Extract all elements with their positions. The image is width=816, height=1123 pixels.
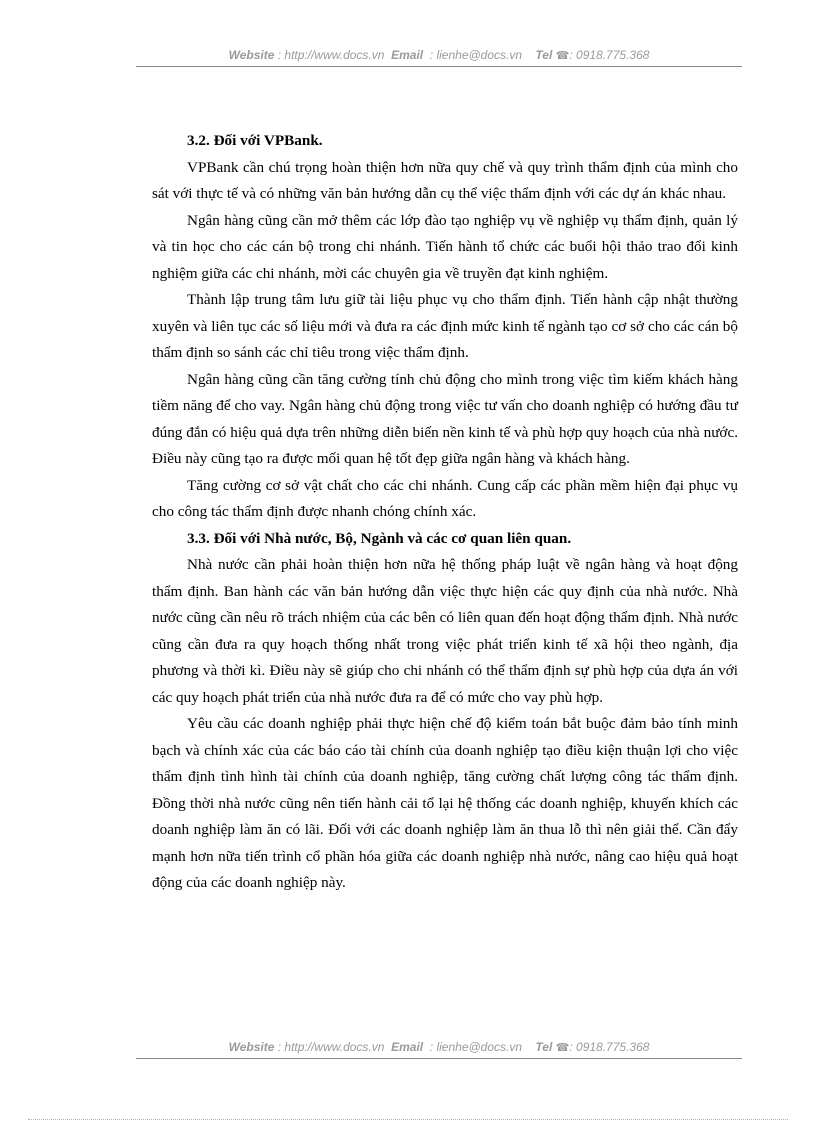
paragraph: Ngân hàng cũng cần mở thêm các lớp đào tạo nghiệp vụ về nghiệp vụ thẩm định, quản lý và tin học cho các cán bộ trong chi nhánh. Tiến hành tổ chức các buổi hội thảo trao đổi kinh nghiệm giữa các chi nhánh, mời các chuyên gia về truyền đạt kinh nghiệm. [152,211,738,282]
section-heading: 3.3. Đối với Nhà nước, Bộ, Ngành và các cơ quan liên quan. [187,529,572,547]
website-link[interactable]: http://www.docs.vn [284,48,385,62]
phone-icon: ☎ [555,50,570,62]
email-link[interactable]: lienhe@docs.vn [436,48,523,62]
tel-label: Tel [535,1040,553,1054]
paragraph: VPBank cần chú trọng hoàn thiện hơn nữa quy chế và quy trình thẩm định của mình cho sát với thực tế và có những văn bản hướng dẫn cụ thể việc thẩm định với các dự án khác nhau. [152,158,738,202]
paragraph: Yêu cầu các doanh nghiệp phải thực hiện chế độ kiểm toán bắt buộc đảm bảo tính minh bạch và chính xác của các báo cáo tài chính của doanh nghiệp tạo điều kiện thuận lợi cho việc thẩm định tình hình tài chính của doanh nghiệp, tăng cường chất lượng công tác thẩm định. Đồng thời nhà nước cũng nên tiến hành cải tổ lại hệ thống các doanh nghiệp, khuyến khích các doanh nghiệp làm ăn có lãi. Đối với các doanh nghiệp làm ăn thua lỗ thì nên giải thể. Cần đẩy mạnh hơn nữa tiến trình cổ phần hóa giữa các doanh nghiệp nhà nước, nâng cao hiệu quả hoạt động của các doanh nghiệp này. [152,715,738,891]
email-label: Email [391,48,424,62]
paragraph: Nhà nước cần phải hoàn thiện hơn nữa hệ thống pháp luật về ngân hàng và hoạt động thẩm định. Ban hành các văn bản hướng dẫn việc thực hiện các quy định của nhà nước. Nhà nước cũng cần nêu rõ trách nhiệm của các bên có liên quan đến hoạt động thẩm định. Nhà nước cũng cần đưa ra quy hoạch thống nhất trong việc phát triển kinh tế xã hội theo ngành, địa phương và thời kì. Điều này sẽ giúp cho chi nhánh có thể thẩm định sự phù hợp của dựa án với các quy hoạch phát triển của nhà nước đưa ra để có mức cho vay phù hợp. [152,556,738,706]
page-footer: Website : http://www.docs.vn Email : lienhe@docs.vn Tel ☎: 0918.775.368 [136,1040,742,1059]
website-link[interactable]: http://www.docs.vn [284,1040,385,1054]
document-body [152,128,738,897]
tel-value: 0918.775.368 [576,48,650,62]
website-label: Website [228,1040,275,1054]
paragraph: Ngân hàng cũng cần tăng cường tính chủ động cho mình trong việc tìm kiếm khách hàng tiềm năng để cho vay. Ngân hàng chủ động trong việc tư vấn cho doanh nghiệp có hướng đầu tư đúng đắn có hiệu quả dựa trên những diễn biến nền kinh tế và phù hợp quy hoạch của nhà nước. Điều này cũng tạo ra được mối quan hệ tốt đẹp giữa ngân hàng và khách hàng. [152,370,738,467]
email-label: Email [391,1040,424,1054]
paragraph: Tăng cường cơ sở vật chất cho các chi nhánh. Cung cấp các phần mềm hiện đại phục vụ cho công tác thẩm định được nhanh chóng chính xác. [152,476,738,520]
website-label: Website [228,48,275,62]
section-heading: 3.2. Đối với VPBank. [187,132,323,149]
page-bottom-divider [28,1119,788,1120]
page-header: Website : http://www.docs.vn Email : lienhe@docs.vn Tel ☎: 0918.775.368 [136,48,742,67]
tel-value: 0918.775.368 [576,1040,650,1054]
phone-icon: ☎ [555,1042,570,1054]
paragraph: Thành lập trung tâm lưu giữ tài liệu phục vụ cho thẩm định. Tiến hành cập nhật thường xuyên và liên tục các số liệu mới và đưa ra các định mức kinh tế ngành tạo cơ sở cho các cán bộ thẩm định so sánh các chỉ tiêu trong việc thẩm định. [152,291,738,361]
tel-label: Tel [535,48,553,62]
email-link[interactable]: lienhe@docs.vn [436,1040,523,1054]
